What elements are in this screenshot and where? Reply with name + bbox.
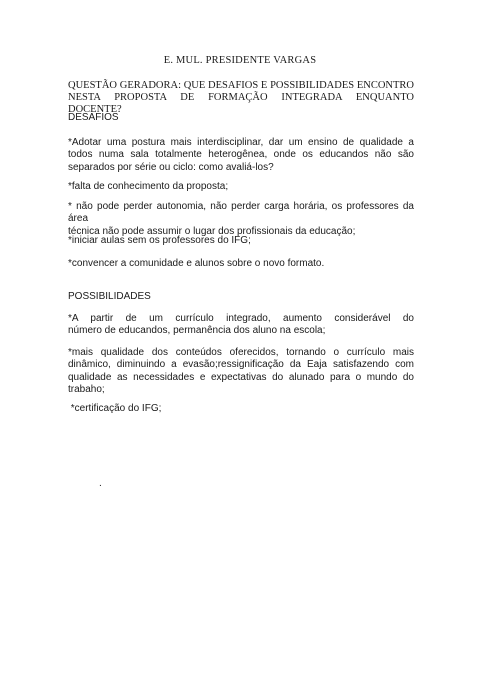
question-line-1: QUESTÃO GERADORA: QUE DESAFIOS E POSSIBILIDADES ENCONTRO <box>68 80 414 91</box>
possibilidade-item-2-line-2: dinâmico, diminuindo a evasão;ressignificação da Eaja satisfazendo com <box>68 359 414 371</box>
possibilidade-item-2-line-3: qualidade as necessidades e expectativas do alunado para o mundo do <box>68 371 414 383</box>
desafio-item-1-line-2: todos numa sala totalmente heterogênea, onde os educandos não são <box>68 149 414 161</box>
question-line-2: NESTA PROPOSTA DE FORMAÇÃO INTEGRADA ENQUANTO DOCENTE? <box>68 92 414 115</box>
stray-dot-mark: . <box>99 478 102 489</box>
desafio-item-3-line-1: * não pode perder autonomia, não perder carga horária, os professores da área <box>68 201 414 225</box>
possibilidade-item-3-line-1: *certificação do IFG; <box>68 403 162 414</box>
desafio-item-1-line-1: *Adotar uma postura mais interdisciplinar, dar um ensino de qualidade a <box>68 137 414 148</box>
desafio-item-4 <box>68 235 414 247</box>
desafio-item-2-line-1: *falta de conhecimento da proposta; <box>68 181 229 192</box>
desafio-item-3 <box>68 201 414 238</box>
desafio-item-4-line-1: *iniciar aulas sem os professores do IFG; <box>68 235 251 246</box>
desafio-item-3-line-2: técnica não pode assumir o lugar dos profissionais da educação; <box>68 225 356 237</box>
desafio-item-5 <box>68 258 414 270</box>
possibilidade-item-1 <box>68 313 414 338</box>
generating-question <box>68 80 414 116</box>
possibilidade-item-1-line-1: *A partir de um currículo integrado, aumento considerável do <box>68 313 414 324</box>
desafio-item-1 <box>68 137 414 174</box>
possibilidade-item-1-line-2: número de educandos, permanência dos aluno na escola; <box>68 325 326 337</box>
possibilidade-item-2-line-4: trabaho; <box>68 383 105 395</box>
desafios-heading: DESAFIOS <box>68 112 119 123</box>
desafio-item-1-line-3: separados por série ou ciclo: como avaliá-los? <box>68 161 274 173</box>
desafio-item-5-line-1: *convencer a comunidade e alunos sobre o novo formato. <box>68 258 325 269</box>
desafio-item-2 <box>68 181 414 193</box>
possibilidade-item-3 <box>68 403 414 415</box>
possibilidades-heading: POSSIBILIDADES <box>68 291 151 302</box>
possibilidade-item-2-line-1: *mais qualidade dos conteúdos oferecidos, tornando o currículo mais <box>68 347 414 358</box>
possibilidade-item-2 <box>68 347 414 396</box>
school-name: E. MUL. PRESIDENTE VARGAS <box>163 55 317 66</box>
